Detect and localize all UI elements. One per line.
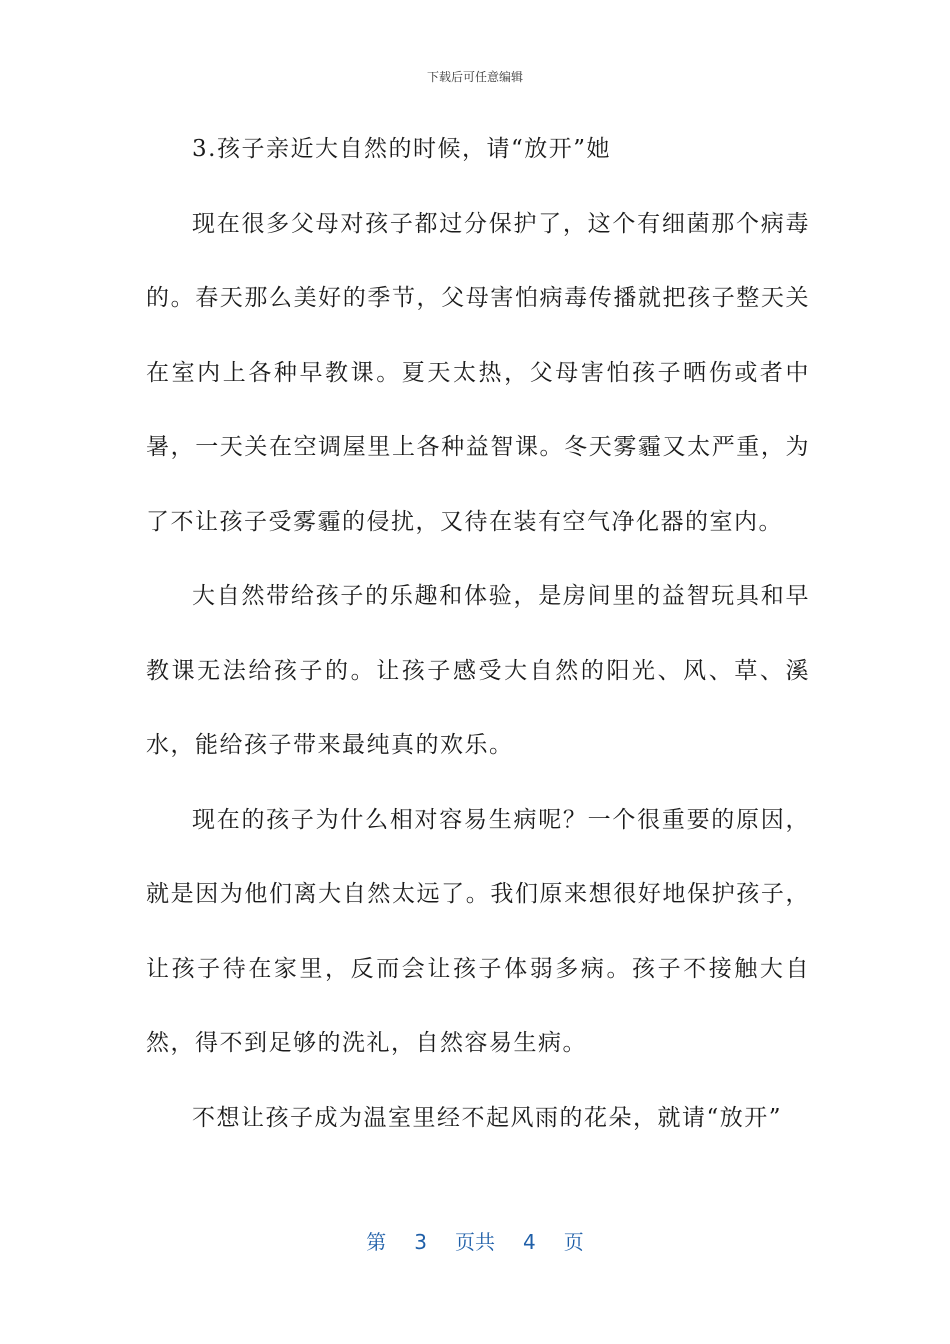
paragraph-4: 不想让孩子成为温室里经不起风雨的花朵，就请“放开” (192, 1104, 783, 1131)
section-heading: 3.孩子亲近大自然的时候，请“放开”她 (192, 136, 611, 162)
page-footer (0, 1226, 950, 1255)
paragraph-3: 现在的孩子为什么相对容易生病呢？一个很重要的原因，就是因为他们离大自然太远了。我们原来想很好地保护孩子，让孩子待在家里，反而会让孩子体弱多病。孩子不接触大自然，得不到足够的洗礼，自然容易生病。 (146, 806, 810, 1056)
total-label: 页共 (455, 1230, 495, 1254)
total-pages-number: 4 (523, 1230, 536, 1254)
download-note: 下载后可任意编辑 (426, 70, 523, 84)
document-body (146, 112, 810, 1155)
paragraph-1: 现在很多父母对孩子都过分保护了，这个有细菌那个病毒的。春天那么美好的季节，父母害怕病毒传播就把孩子整天关在室内上各种早教课。夏天太热，父母害怕孩子晒伤或者中暑，一天关在空调屋里上各种益智课。冬天雾霾又太严重，为了不让孩子受雾霾的侵扰，又待在装有空气净化器的室内。 (146, 210, 810, 535)
paragraph-2: 大自然带给孩子的乐趣和体验，是房间里的益智玩具和早教课无法给孩子的。让孩子感受大自然的阳光、风、草、溪水，能给孩子带来最纯真的欢乐。 (146, 583, 810, 758)
page-label: 第 (366, 1230, 387, 1254)
end-label: 页 (563, 1230, 584, 1254)
current-page-number: 3 (414, 1230, 427, 1254)
